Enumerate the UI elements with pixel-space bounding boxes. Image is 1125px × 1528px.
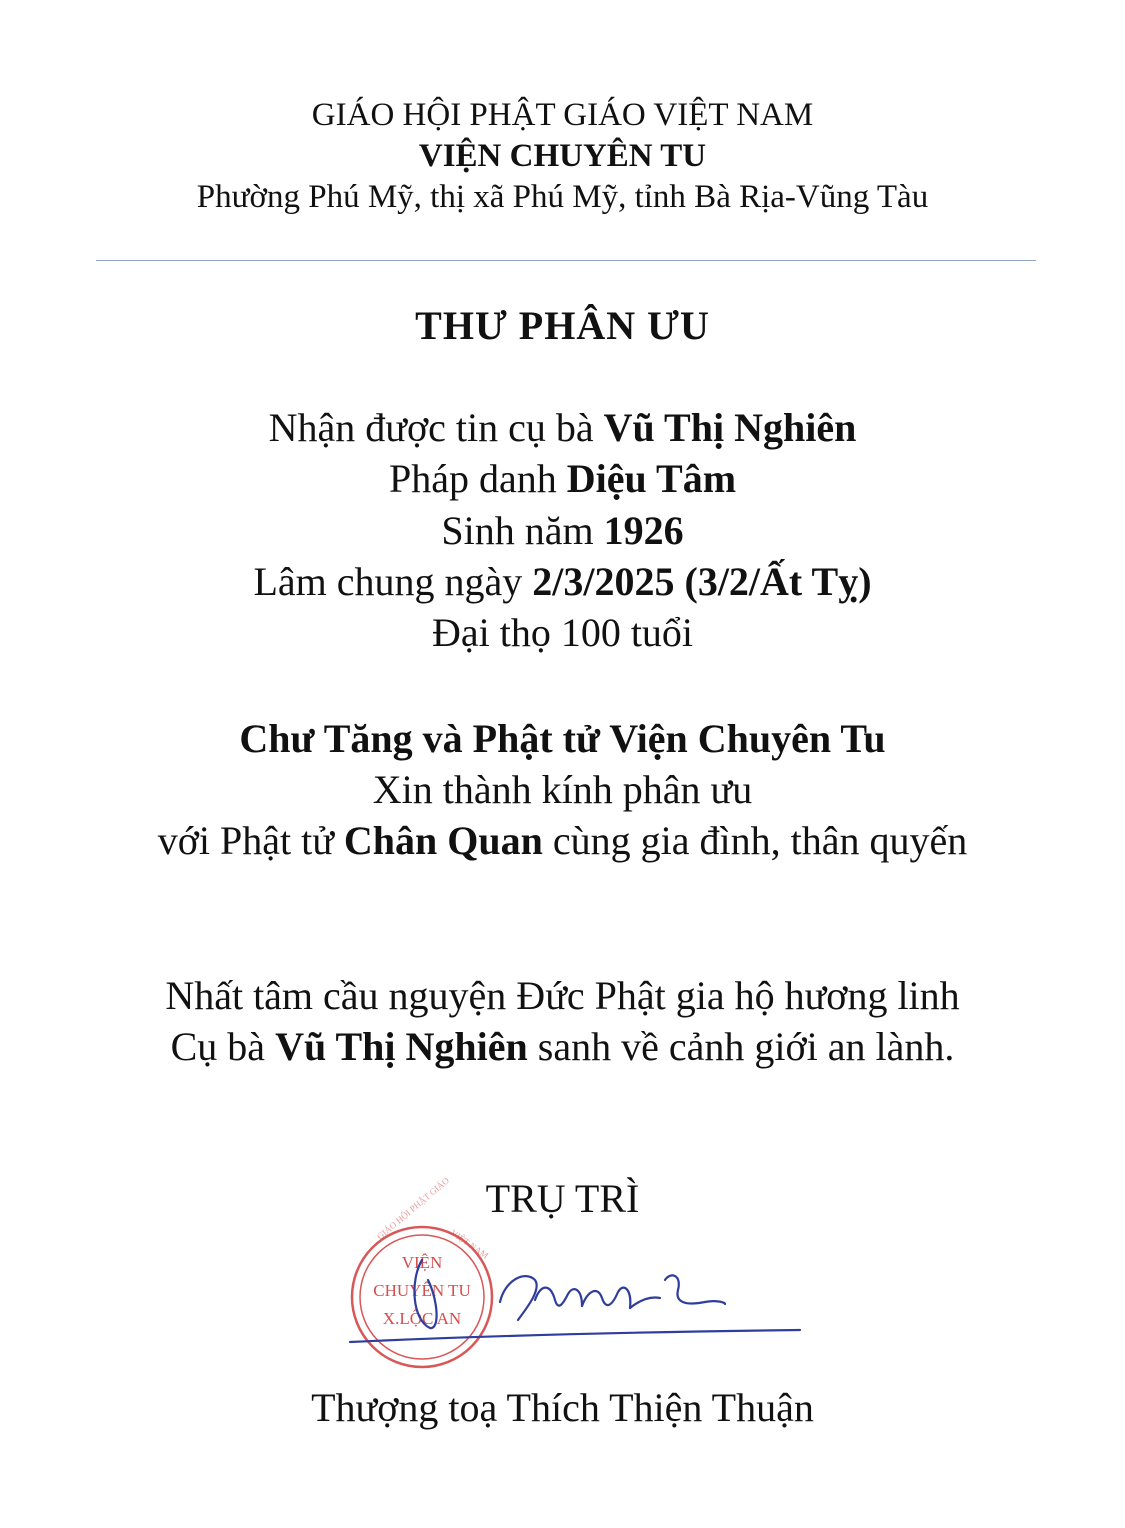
dharma-name-label: Pháp danh xyxy=(388,456,567,501)
abbot-title: TRỤ TRÌ xyxy=(485,1176,640,1221)
letter-title: THƯ PHÂN ƯU xyxy=(415,303,710,348)
age-line: Đại thọ 100 tuổi xyxy=(431,610,694,655)
signer-name: Thượng toạ Thích Thiện Thuận xyxy=(311,1385,814,1430)
birth-year: 1926 xyxy=(603,508,684,553)
dharma-name-line xyxy=(0,453,1125,505)
deceased-intro: Nhận được tin cụ bà xyxy=(268,405,604,450)
senders-line xyxy=(0,713,1125,765)
birth-year-label: Sinh năm xyxy=(441,508,604,553)
organization-name: GIÁO HỘI PHẬT GIÁO VIỆT NAM xyxy=(311,97,814,133)
prayer-deceased-name: Vũ Thị Nghiên xyxy=(275,1024,528,1069)
recipient-prefix: với Phật tử xyxy=(157,818,344,863)
birth-year-line xyxy=(0,505,1125,557)
stamp-text-3: X.LỘC AN xyxy=(382,1309,462,1328)
institute-address: Phường Phú Mỹ, thị xã Phú Mỹ, tỉnh Bà Rịa-Vũng Tàu xyxy=(196,179,929,215)
prayer-suffix: sanh về cảnh giới an lành. xyxy=(527,1024,955,1069)
svg-text:VIỆT NAM: VIỆT NAM xyxy=(448,1227,491,1261)
header-divider xyxy=(96,260,1036,261)
stamp-text-2: CHUYÊN TU xyxy=(373,1281,471,1300)
senders: Chư Tăng và Phật tử Viện Chuyên Tu xyxy=(239,716,886,761)
death-date-line xyxy=(0,556,1125,608)
recipient-suffix: cùng gia đình, thân quyến xyxy=(542,818,968,863)
prayer-line-1: Nhất tâm cầu nguyện Đức Phật gia hộ hương linh xyxy=(165,973,960,1018)
prayer-line-2 xyxy=(0,1021,1125,1073)
institute-name: VIỆN CHUYÊN TU xyxy=(418,138,707,174)
deceased-line xyxy=(0,402,1125,454)
prayer-prefix: Cụ bà xyxy=(170,1024,276,1069)
dharma-name: Diệu Tâm xyxy=(566,456,737,501)
recipient-line xyxy=(0,815,1125,867)
deceased-name: Vũ Thị Nghiên xyxy=(603,405,857,450)
recipient-name: Chân Quan xyxy=(343,818,543,863)
condolence-line: Xin thành kính phân ưu xyxy=(372,767,753,812)
death-date-label: Lâm chung ngày xyxy=(253,559,533,604)
svg-text:GIÁO HỘI PHẬT GIÁO: GIÁO HỘI PHẬT GIÁO xyxy=(374,1175,452,1242)
handwritten-signature xyxy=(350,1260,800,1342)
stamp-text-1: VIỆN xyxy=(401,1253,443,1272)
death-date: 2/3/2025 (3/2/Ất Tỵ) xyxy=(532,559,872,604)
